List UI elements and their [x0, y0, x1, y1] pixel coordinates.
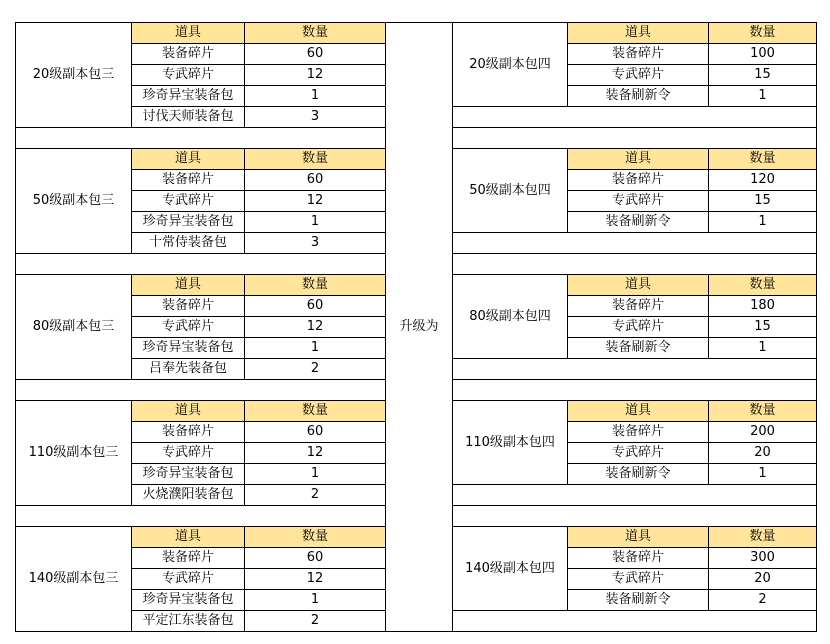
spacer-left	[16, 254, 386, 275]
item-name: 珍奇异宝装备包	[132, 212, 245, 233]
spacer-left	[16, 380, 386, 401]
item-name: 珍奇异宝装备包	[132, 590, 245, 611]
item-qty: 60	[245, 296, 386, 317]
item-qty: 2	[709, 590, 817, 611]
spacer-right	[453, 380, 817, 401]
header-qty: 数量	[709, 527, 817, 548]
item-name: 专武碎片	[568, 65, 709, 86]
item-name: 火烧濮阳装备包	[132, 485, 245, 506]
header-qty: 数量	[709, 149, 817, 170]
item-name: 吕奉先装备包	[132, 359, 245, 380]
item-name: 专武碎片	[132, 443, 245, 464]
item-qty: 2	[245, 485, 386, 506]
package-name-left: 20级副本包三	[16, 23, 132, 128]
item-qty: 12	[245, 191, 386, 212]
empty-row	[453, 611, 817, 632]
header-qty: 数量	[709, 275, 817, 296]
item-name: 专武碎片	[568, 443, 709, 464]
item-qty: 180	[709, 296, 817, 317]
item-name: 专武碎片	[568, 317, 709, 338]
package-name-right: 110级副本包四	[453, 401, 568, 485]
item-name: 装备碎片	[132, 422, 245, 443]
item-name: 装备刷新令	[568, 212, 709, 233]
item-name: 专武碎片	[132, 317, 245, 338]
item-qty: 12	[245, 317, 386, 338]
item-qty: 60	[245, 548, 386, 569]
item-qty: 15	[709, 65, 817, 86]
item-name: 珍奇异宝装备包	[132, 338, 245, 359]
header-item: 道具	[568, 149, 709, 170]
item-qty: 12	[245, 65, 386, 86]
item-name: 装备碎片	[568, 296, 709, 317]
header-qty: 数量	[245, 275, 386, 296]
item-name: 珍奇异宝装备包	[132, 464, 245, 485]
package-name-left: 110级副本包三	[16, 401, 132, 506]
empty-row	[453, 485, 817, 506]
item-name: 装备刷新令	[568, 338, 709, 359]
item-qty: 1	[709, 212, 817, 233]
item-name: 装备刷新令	[568, 86, 709, 107]
item-qty: 20	[709, 569, 817, 590]
item-name: 讨伐天师装备包	[132, 107, 245, 128]
header-item: 道具	[132, 401, 245, 422]
header-item: 道具	[568, 275, 709, 296]
item-qty: 1	[245, 464, 386, 485]
empty-row	[453, 359, 817, 380]
item-qty: 60	[245, 170, 386, 191]
package-name-left: 50级副本包三	[16, 149, 132, 254]
table-row	[16, 23, 817, 44]
header-item: 道具	[132, 275, 245, 296]
package-name-right: 20级副本包四	[453, 23, 568, 107]
item-qty: 60	[245, 422, 386, 443]
header-item: 道具	[132, 149, 245, 170]
item-qty: 1	[245, 86, 386, 107]
item-qty: 120	[709, 170, 817, 191]
item-name: 装备碎片	[132, 170, 245, 191]
item-name: 珍奇异宝装备包	[132, 86, 245, 107]
item-name: 装备碎片	[132, 548, 245, 569]
item-qty: 20	[709, 443, 817, 464]
item-qty: 1	[709, 464, 817, 485]
item-qty: 12	[245, 443, 386, 464]
item-qty: 12	[245, 569, 386, 590]
item-qty: 3	[245, 233, 386, 254]
spacer-right	[453, 128, 817, 149]
upgrade-label: 升级为	[386, 23, 453, 632]
spacer-right	[453, 506, 817, 527]
header-item: 道具	[568, 401, 709, 422]
header-qty: 数量	[245, 149, 386, 170]
header-item: 道具	[132, 23, 245, 44]
item-name: 十常侍装备包	[132, 233, 245, 254]
item-name: 专武碎片	[132, 191, 245, 212]
item-qty: 1	[245, 212, 386, 233]
item-qty: 1	[245, 338, 386, 359]
item-qty: 100	[709, 44, 817, 65]
header-item: 道具	[568, 23, 709, 44]
item-name: 装备碎片	[568, 422, 709, 443]
item-qty: 2	[245, 611, 386, 632]
spacer-right	[453, 254, 817, 275]
header-qty: 数量	[245, 527, 386, 548]
package-name-right: 140级副本包四	[453, 527, 568, 611]
package-name-left: 80级副本包三	[16, 275, 132, 380]
item-qty: 15	[709, 191, 817, 212]
item-name: 装备碎片	[568, 44, 709, 65]
item-name: 专武碎片	[568, 569, 709, 590]
upgrade-table	[15, 22, 817, 632]
item-qty: 60	[245, 44, 386, 65]
header-qty: 数量	[245, 23, 386, 44]
item-name: 专武碎片	[132, 65, 245, 86]
spacer-left	[16, 128, 386, 149]
header-item: 道具	[132, 527, 245, 548]
header-qty: 数量	[709, 23, 817, 44]
header-qty: 数量	[245, 401, 386, 422]
item-qty: 200	[709, 422, 817, 443]
item-qty: 1	[709, 86, 817, 107]
item-name: 装备刷新令	[568, 464, 709, 485]
empty-row	[453, 233, 817, 254]
item-qty: 1	[709, 338, 817, 359]
package-name-right: 50级副本包四	[453, 149, 568, 233]
item-qty: 15	[709, 317, 817, 338]
item-name: 装备碎片	[132, 44, 245, 65]
item-qty: 1	[245, 590, 386, 611]
item-name: 装备刷新令	[568, 590, 709, 611]
package-name-left: 140级副本包三	[16, 527, 132, 632]
item-name: 专武碎片	[568, 191, 709, 212]
header-qty: 数量	[709, 401, 817, 422]
package-name-right: 80级副本包四	[453, 275, 568, 359]
item-name: 专武碎片	[132, 569, 245, 590]
item-name: 装备碎片	[568, 170, 709, 191]
item-name: 装备碎片	[132, 296, 245, 317]
empty-row	[453, 107, 817, 128]
item-qty: 3	[245, 107, 386, 128]
item-name: 装备碎片	[568, 548, 709, 569]
item-qty: 2	[245, 359, 386, 380]
item-qty: 300	[709, 548, 817, 569]
item-name: 平定江东装备包	[132, 611, 245, 632]
spacer-left	[16, 506, 386, 527]
header-item: 道具	[568, 527, 709, 548]
